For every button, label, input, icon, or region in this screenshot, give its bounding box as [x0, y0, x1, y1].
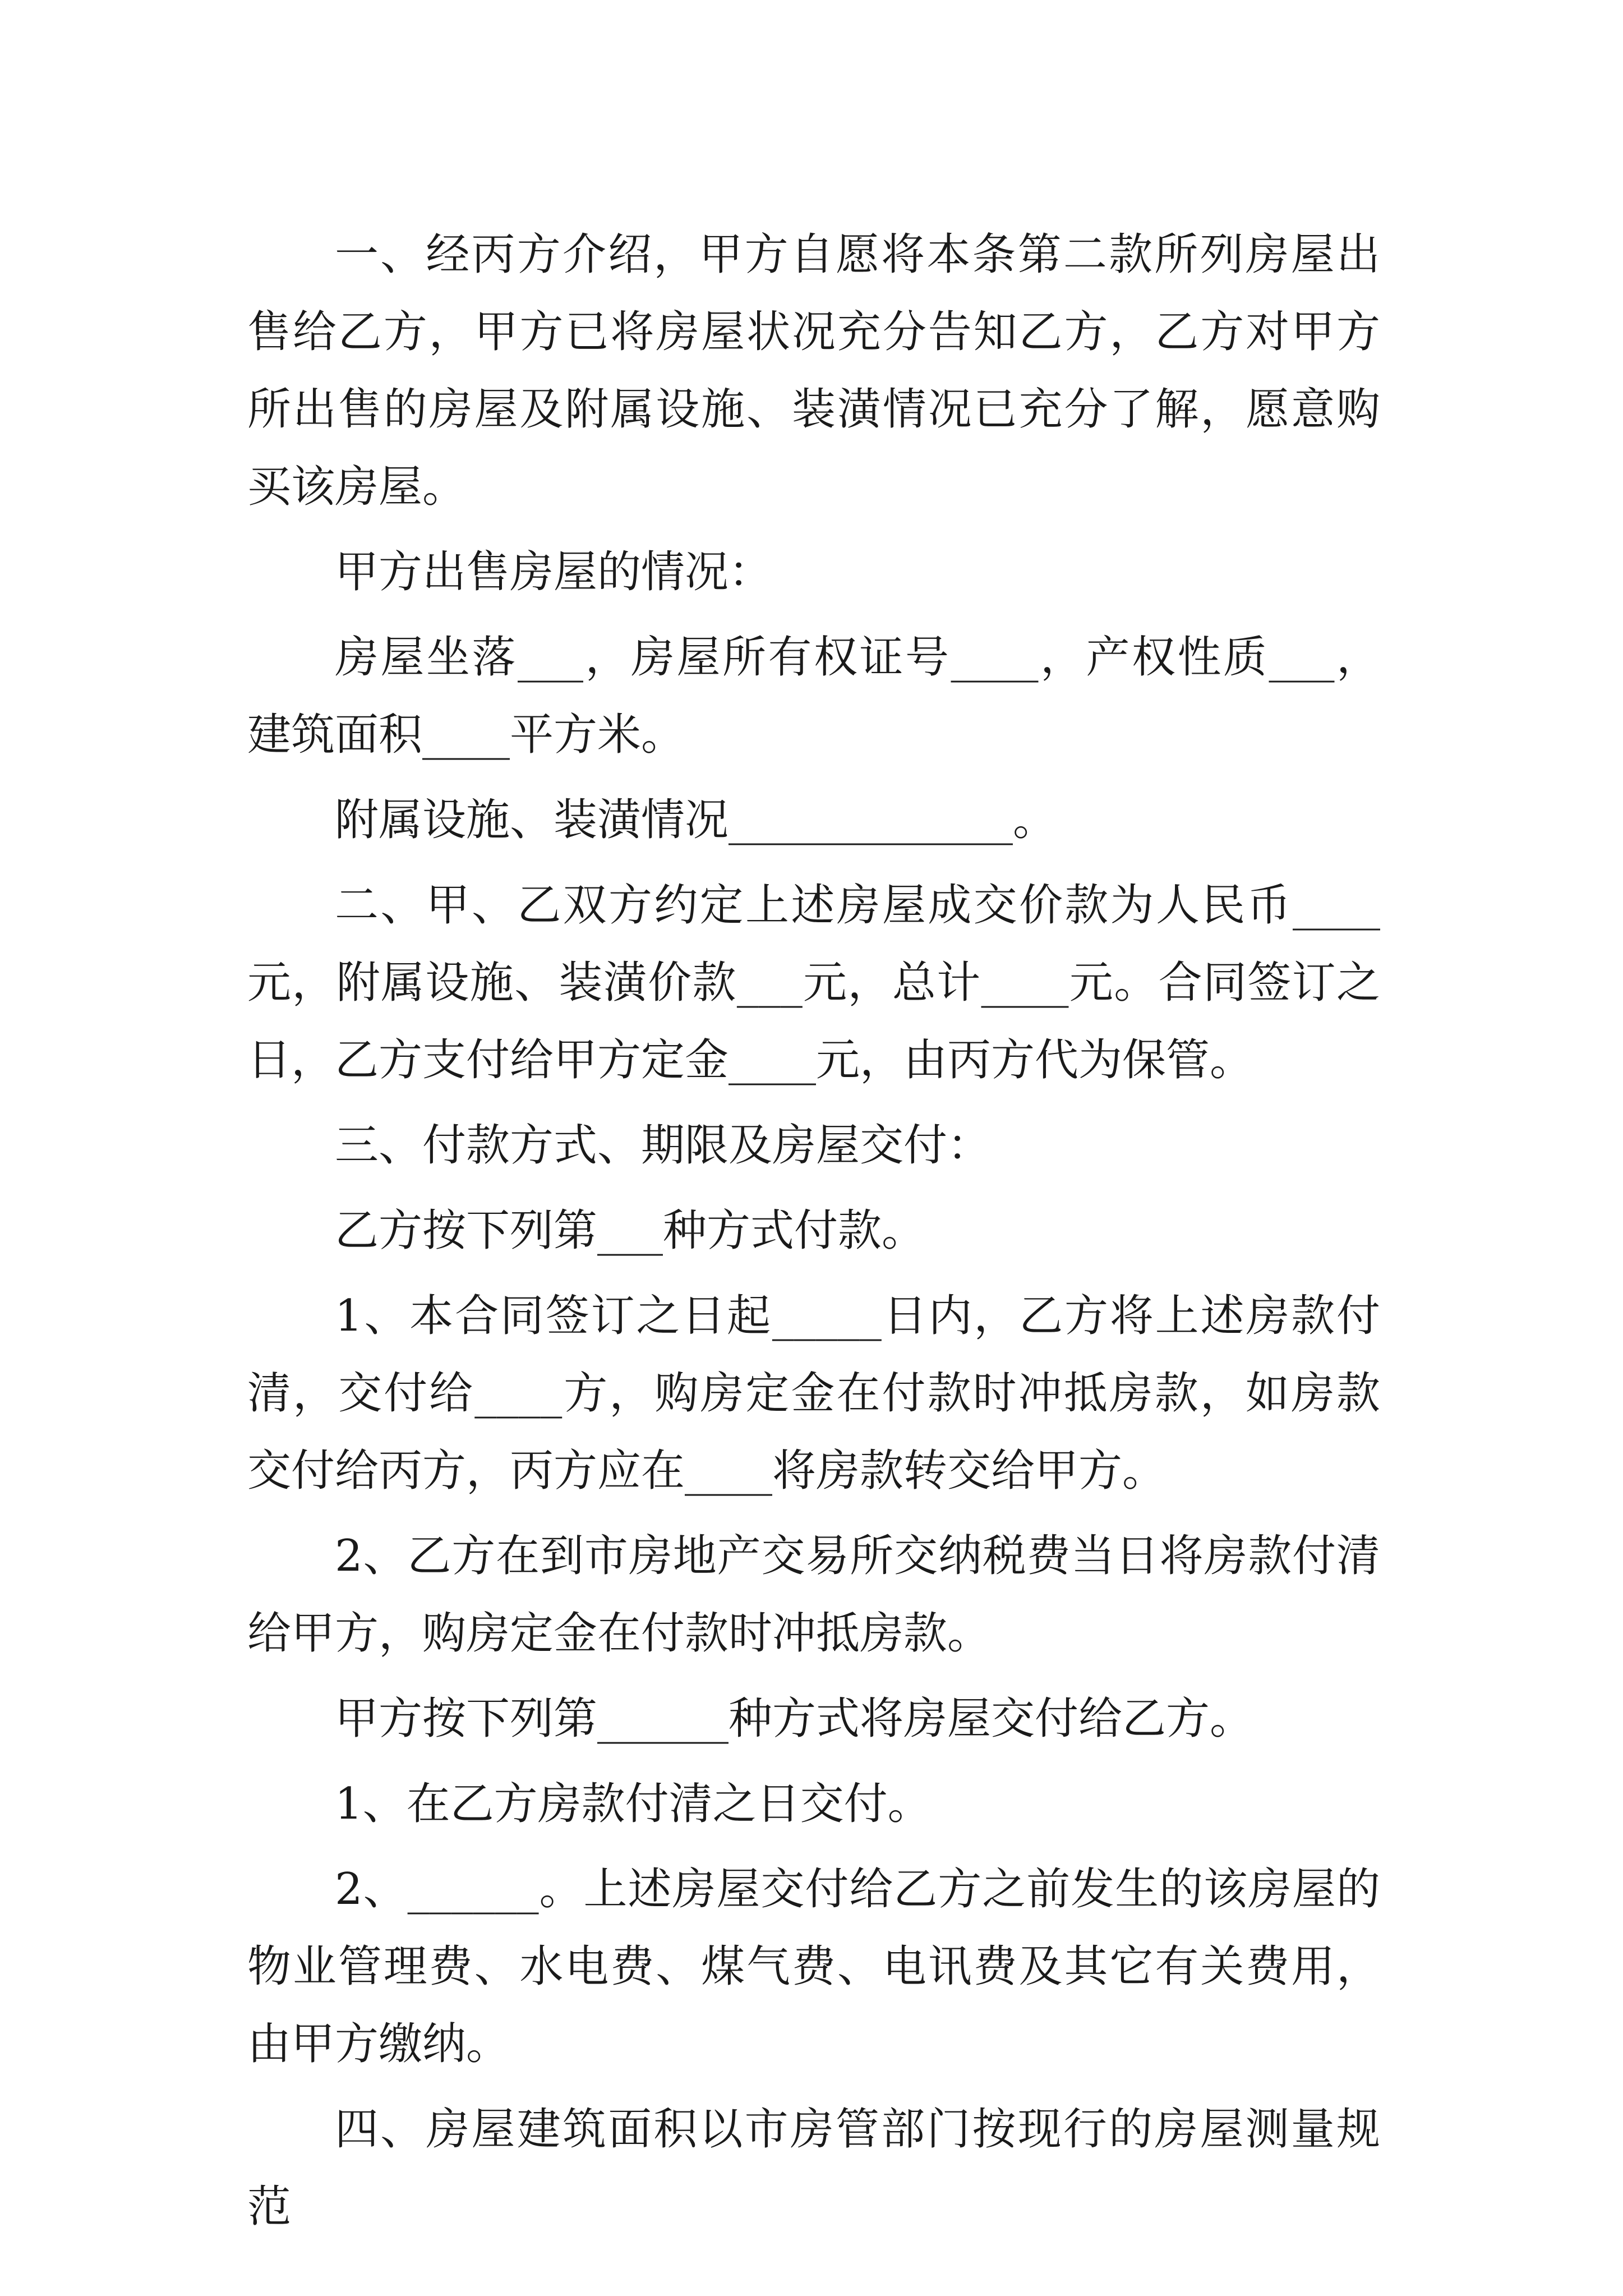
delivery-method-choice: 甲方按下列第______种方式将房屋交付给乙方。	[335, 1694, 1254, 1744]
delivery-option-2: 2、______。上述房屋交付给乙方之前发生的该房屋的物业管理费、水电费、煤气费、电讯费及其它有关费用，由甲方缴纳。	[247, 1864, 1380, 2069]
clause-2-price: 二、甲、乙双方约定上述房屋成交价款为人民币____元，附属设施、装潢价款___元，总计____元。合同签订之日，乙方支付给甲方定金____元，由丙方代为保管。	[247, 880, 1380, 1085]
document-body	[247, 216, 1380, 2253]
delivery-option-1: 1、在乙方房款付清之日交付。	[335, 1779, 932, 1829]
clause-3-heading: 三、付款方式、期限及房屋交付：	[335, 1120, 992, 1171]
payment-method-choice: 乙方按下列第___种方式付款。	[335, 1205, 926, 1256]
payment-option-2: 2、乙方在到市房地产交易所交纳税费当日将房款付清给甲方，购房定金在付款时冲抵房款。	[247, 1531, 1380, 1659]
payment-option-1: 1、本合同签订之日起_____日内，乙方将上述房款付清，交付给____方，购房定金在付款时冲抵房款，如房款交付给丙方，丙方应在____将房款转交给甲方。	[247, 1291, 1380, 1496]
clause-4-area: 四、房屋建筑面积以市房管部门按现行的房屋测量规范	[247, 2104, 1380, 2232]
property-details: 房屋坐落___，房屋所有权证号____，产权性质___，建筑面积____平方米。	[247, 632, 1380, 760]
property-info-heading: 甲方出售房屋的情况：	[335, 547, 773, 597]
clause-1-intro: 一、经丙方介绍，甲方自愿将本条第二款所列房屋出售给乙方，甲方已将房屋状况充分告知乙方，乙方对甲方所出售的房屋及附属设施、装潢情况已充分了解，愿意购买该房屋。	[247, 229, 1380, 512]
facilities-decoration: 附属设施、装潢情况_____________。	[335, 795, 1057, 845]
